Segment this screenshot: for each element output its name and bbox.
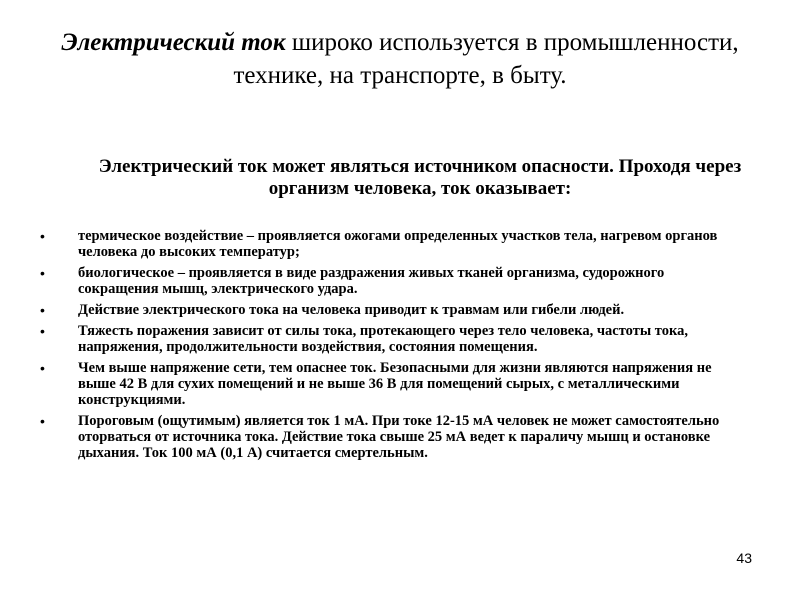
bullet-text: биологическое – проявляется в виде раздражения живых тканей организма, судорожного сокращения мышц, электрического удара.: [78, 265, 665, 297]
slide-subtitle: Электрический ток может являться источником опасности. Проходя через организм человека, ток оказывает:: [98, 156, 742, 199]
bullet-text: Тяжесть поражения зависит от силы тока, протекающего через тело человека, частоты тока, напряжения, продолжительности воздействия, состояния помещения.: [78, 323, 688, 355]
bullet-text: Действие электрического тока на человека приводит к травмам или гибели людей.: [78, 302, 625, 318]
slide-title: [60, 26, 740, 92]
title-rest: широко используется в промышленности, технике, на транспорте, в быту.: [233, 29, 739, 89]
bullet-item: [40, 323, 740, 355]
bullet-dot-icon: •: [40, 323, 45, 339]
bullet-item: [40, 360, 740, 408]
title-emphasis: Электрический ток: [61, 29, 286, 56]
bullet-text: Пороговым (ощутимым) является ток 1 мА. При токе 12-15 мА человек не может самостоятельно оторваться от источника тока. Действие тока свыше 25 мА ведет к параличу мышц и остановке дыхания. Ток 100 мА (0,1 А) считается смертельным.: [78, 413, 720, 461]
bullet-text: термическое воздействие – проявляется ожогами определенных участков тела, нагревом органов человека до высоких температур;: [78, 228, 718, 260]
bullet-list: [40, 228, 740, 466]
bullet-item: [40, 228, 740, 260]
bullet-dot-icon: •: [40, 302, 45, 318]
bullet-dot-icon: •: [40, 228, 45, 244]
bullet-item: [40, 265, 740, 297]
bullet-item: [40, 413, 740, 461]
bullet-dot-icon: •: [40, 413, 45, 429]
page-number: 43: [736, 550, 752, 566]
bullet-dot-icon: •: [40, 360, 45, 376]
bullet-dot-icon: •: [40, 265, 45, 281]
bullet-item: [40, 302, 740, 318]
bullet-text: Чем выше напряжение сети, тем опаснее ток. Безопасными для жизни являются напряжения не выше 42 В для сухих помещений и не выше 36 В для помещений сырых, с металлическими конструкциями.: [78, 360, 712, 408]
